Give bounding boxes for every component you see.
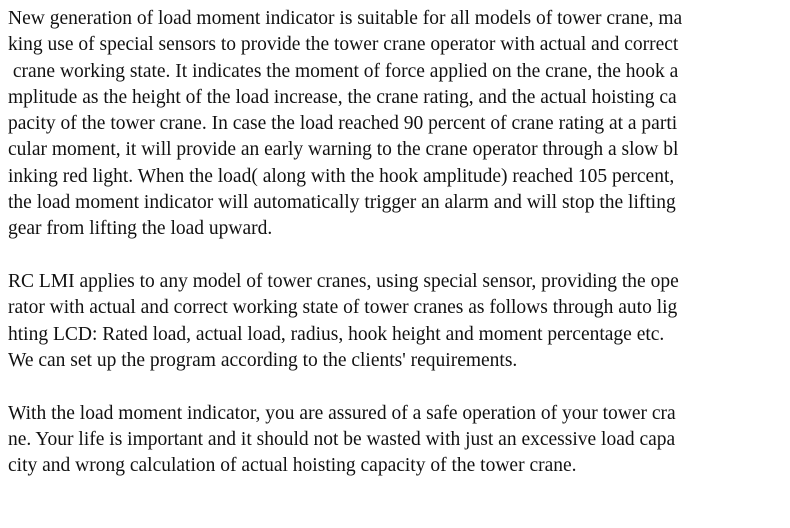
text-line: rator with actual and correct working state of tower cranes as follows through auto lig: [8, 297, 678, 319]
text-line: city and wrong calculation of actual hoisting capacity of the tower crane.: [8, 455, 577, 477]
paragraph-intro: [8, 6, 788, 243]
document-body: [8, 6, 788, 480]
text-line: the load moment indicator will automatically trigger an alarm and will stop the lifting: [8, 192, 676, 214]
text-line: New generation of load moment indicator is suitable for all models of tower crane, ma: [8, 8, 683, 29]
text-line: gear from lifting the load upward.: [8, 218, 273, 240]
text-line: crane working state. It indicates the moment of force applied on the crane, the hook a: [8, 60, 679, 82]
paragraph-safety: [8, 401, 788, 480]
text-line: With the load moment indicator, you are assured of a safe operation of your tower cra: [8, 402, 676, 424]
paragraph-rc-lmi: [8, 269, 788, 374]
text-line: RC LMI applies to any model of tower cranes, using special sensor, providing the ope: [8, 271, 679, 293]
text-line: pacity of the tower crane. In case the load reached 90 percent of crane rating at a parti: [8, 113, 678, 135]
paragraph-spacer: [8, 374, 788, 401]
text-line: mplitude as the height of the load increase, the crane rating, and the actual hoisting ca: [8, 86, 677, 108]
text-line: king use of special sensors to provide the tower crane operator with actual and correct: [8, 34, 679, 56]
text-line: hting LCD: Rated load, actual load, radius, hook height and moment percentage etc.: [8, 323, 665, 345]
text-line: cular moment, it will provide an early warning to the crane operator through a slow bl: [8, 139, 679, 161]
text-line: inking red light. When the load( along with the hook amplitude) reached 105 percent,: [8, 165, 675, 187]
paragraph-spacer: [8, 243, 788, 270]
text-line: We can set up the program according to the clients' requirements.: [8, 350, 518, 372]
text-line: ne. Your life is important and it should not be wasted with just an excessive load capa: [8, 429, 676, 451]
